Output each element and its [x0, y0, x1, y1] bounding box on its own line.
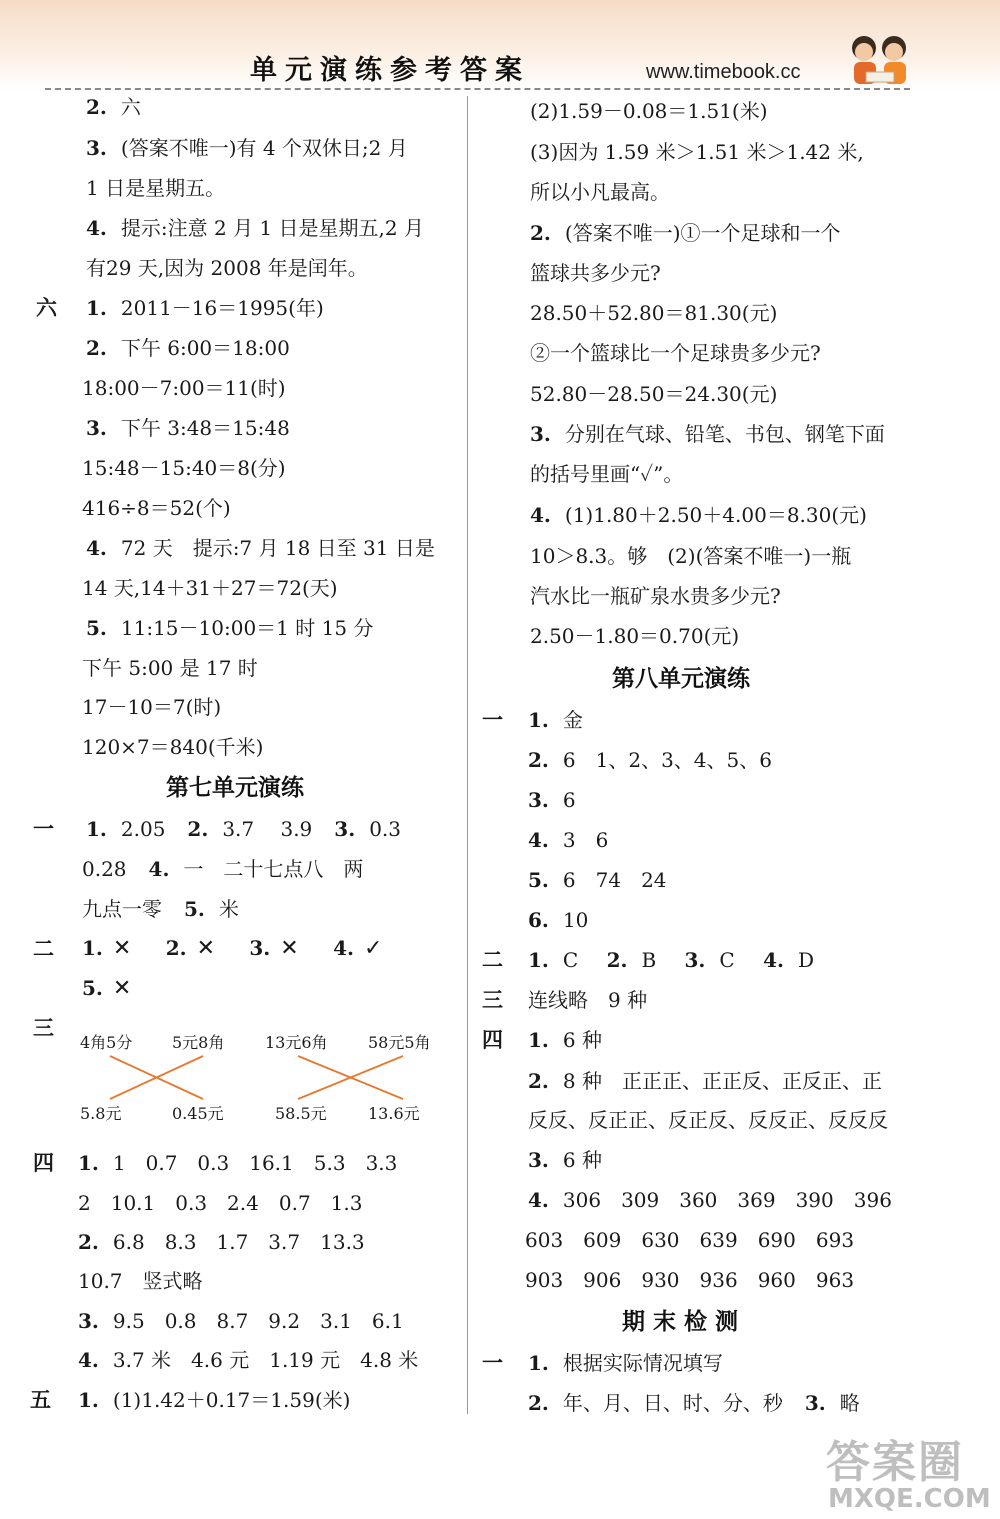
section-number: 二: [482, 948, 503, 972]
section-heading: 期末检测: [622, 1309, 746, 1335]
answer-line: 1. ✕ 2. ✕ 3. ✕ 4. ✓: [82, 936, 383, 961]
section-number: 一: [482, 1351, 503, 1375]
answer-line: 2. 6 1、2、3、4、5、6: [528, 748, 772, 772]
answer-line: 4. 3.7 米 4.6 元 1.19 元 4.8 米: [78, 1348, 419, 1372]
answer-line: 903 906 930 936 960 963: [525, 1268, 855, 1292]
section-number: 三: [33, 1016, 54, 1040]
answer-line: 九点一零 5. 米: [82, 897, 239, 921]
answer-line: ②一个篮球比一个足球贵多少元?: [530, 341, 821, 365]
match-top-label: 58元5角: [368, 1033, 431, 1052]
answer-line: 连线略 9 种: [528, 988, 648, 1012]
section-heading: 第八单元演练: [612, 666, 750, 692]
answer-line: 0.28 4. 一 二十七点八 两: [82, 857, 364, 881]
answer-line: 所以小凡最高。: [530, 180, 670, 204]
answer-line: 4. (1)1.80＋2.50＋4.00＝8.30(元): [530, 503, 867, 527]
cross-mark-icon: ✕: [112, 936, 132, 961]
match-bottom-label: 58.5元: [275, 1104, 327, 1123]
page-title: 单元演练参考答案: [250, 55, 530, 86]
answer-line: 1. 6 种: [528, 1028, 602, 1052]
match-bottom-label: 13.6元: [368, 1104, 420, 1123]
answer-line: 3. 9.5 0.8 8.7 9.2 3.1 6.1: [78, 1309, 404, 1333]
answer-line: 2 10.1 0.3 2.4 0.7 1.3: [78, 1191, 363, 1215]
answer-line: 2. 下午 6:00＝18:00: [86, 336, 290, 360]
watermark-logo: 答案圈 MXQE.COM: [826, 1437, 991, 1514]
matching-lines: [0, 0, 460, 1120]
answer-line: 2. (答案不唯一)①一个足球和一个: [530, 221, 841, 245]
answer-line: 10＞8.3。够 (2)(答案不唯一)一瓶: [530, 544, 852, 568]
answer-line: 5. 6 74 24: [528, 868, 667, 892]
answer-line: 2. 六: [86, 95, 141, 119]
answer-line: 篮球共多少元?: [530, 261, 661, 285]
answer-line: 14 天,14＋31＋27＝72(天): [82, 576, 338, 600]
answer-line: 3. 6 种: [528, 1148, 602, 1172]
match-top-label: 13元6角: [265, 1033, 328, 1052]
answer-line: 1. 2011－16＝1995(年): [86, 296, 324, 320]
answer-line: 4. 提示:注意 2 月 1 日是星期五,2 月: [86, 216, 424, 240]
answer-line: 2.50－1.80＝0.70(元): [530, 624, 740, 648]
match-bottom-label: 0.45元: [172, 1104, 224, 1123]
answer-line: 1. 1 0.7 0.3 16.1 5.3 3.3: [78, 1151, 398, 1175]
cross-mark-icon: ✕: [280, 936, 299, 961]
section-number: 二: [33, 937, 54, 961]
answer-line: 反反、反正正、反正反、反反正、反反反: [528, 1108, 888, 1132]
header-url[interactable]: www.timebook.cc: [646, 61, 801, 83]
answer-line: 2. 6.8 8.3 1.7 3.7 13.3: [78, 1230, 365, 1254]
answer-line: 1 日是星期五。: [86, 176, 226, 200]
answer-line: 2. 年、月、日、时、分、秒 3. 略: [528, 1391, 860, 1415]
answer-line: 4. 3 6: [528, 828, 609, 852]
answer-line: 120×7＝840(千米): [82, 735, 264, 759]
answer-line: (2)1.59－0.08＝1.51(米): [530, 99, 768, 123]
section-number: 四: [33, 1151, 54, 1175]
answer-line: 603 609 630 639 690 693: [525, 1228, 855, 1252]
answer-line: 汽水比一瓶矿泉水贵多少元?: [530, 584, 781, 608]
answer-line: 下午 5:00 是 17 时: [82, 656, 258, 680]
match-top-label: 5元8角: [172, 1033, 225, 1052]
answer-line: 4. 306 309 360 369 390 396: [528, 1188, 892, 1212]
answer-line: 1. (1)1.42＋0.17＝1.59(米): [78, 1388, 351, 1412]
answer-line: 15:48－15:40＝8(分): [82, 456, 286, 480]
answer-line: 2. 8 种 正正正、正正反、正反正、正: [528, 1069, 882, 1093]
match-top-label: 4角5分: [80, 1033, 133, 1052]
section-number: 四: [482, 1028, 503, 1052]
answer-line: 4. 72 天 提示:7 月 18 日至 31 日是: [86, 536, 435, 560]
section-number: 一: [482, 708, 503, 732]
section-number: 六: [36, 296, 57, 320]
match-bottom-label: 5.8元: [80, 1104, 122, 1123]
answer-line: 1. 根据实际情况填写: [528, 1351, 723, 1375]
section-heading: 第七单元演练: [166, 775, 304, 801]
answer-line: 52.80－28.50＝24.30(元): [530, 382, 778, 406]
answer-line: (3)因为 1.59 米＞1.51 米＞1.42 米,: [530, 140, 864, 164]
cross-mark-icon: ✕: [196, 936, 216, 961]
cross-mark-icon: ✕: [112, 976, 132, 1001]
section-number: 一: [33, 817, 54, 841]
column-divider: [467, 96, 468, 1414]
answer-line: 18:00－7:00＝11(时): [82, 376, 286, 400]
answer-line: 416÷8＝52(个): [82, 496, 231, 520]
answer-line: 1. 金: [528, 708, 583, 732]
answer-line: 3. 下午 3:48＝15:48: [86, 416, 290, 440]
answer-line: 10.7 竖式略: [78, 1269, 203, 1293]
answer-line: 17－10＝7(时): [82, 695, 222, 719]
answer-line: 1. C 2. B 3. C 4. D: [528, 948, 815, 972]
answer-line: 1. 2.05 2. 3.7 3.9 3. 0.3: [86, 817, 401, 841]
answer-line: 有29 天,因为 2008 年是闰年。: [86, 256, 368, 280]
answer-line: 6. 10: [528, 908, 589, 932]
check-mark-icon: ✓: [363, 936, 383, 961]
answer-line: 5. 11:15－10:00＝1 时 15 分: [86, 616, 374, 640]
answer-line: 28.50＋52.80＝81.30(元): [530, 301, 778, 325]
mascot-kids-icon: [844, 32, 916, 92]
answer-line: 5. ✕: [82, 976, 132, 1001]
section-number: 三: [482, 988, 503, 1012]
answer-line: 的括号里画“✓”。: [530, 462, 684, 486]
section-number: 五: [30, 1388, 51, 1412]
answer-line: 3. 6: [528, 788, 576, 812]
answer-line: 3. 分别在气球、铅笔、书包、钢笔下面: [530, 422, 885, 446]
answer-line: 3. (答案不唯一)有 4 个双休日;2 月: [86, 136, 408, 160]
